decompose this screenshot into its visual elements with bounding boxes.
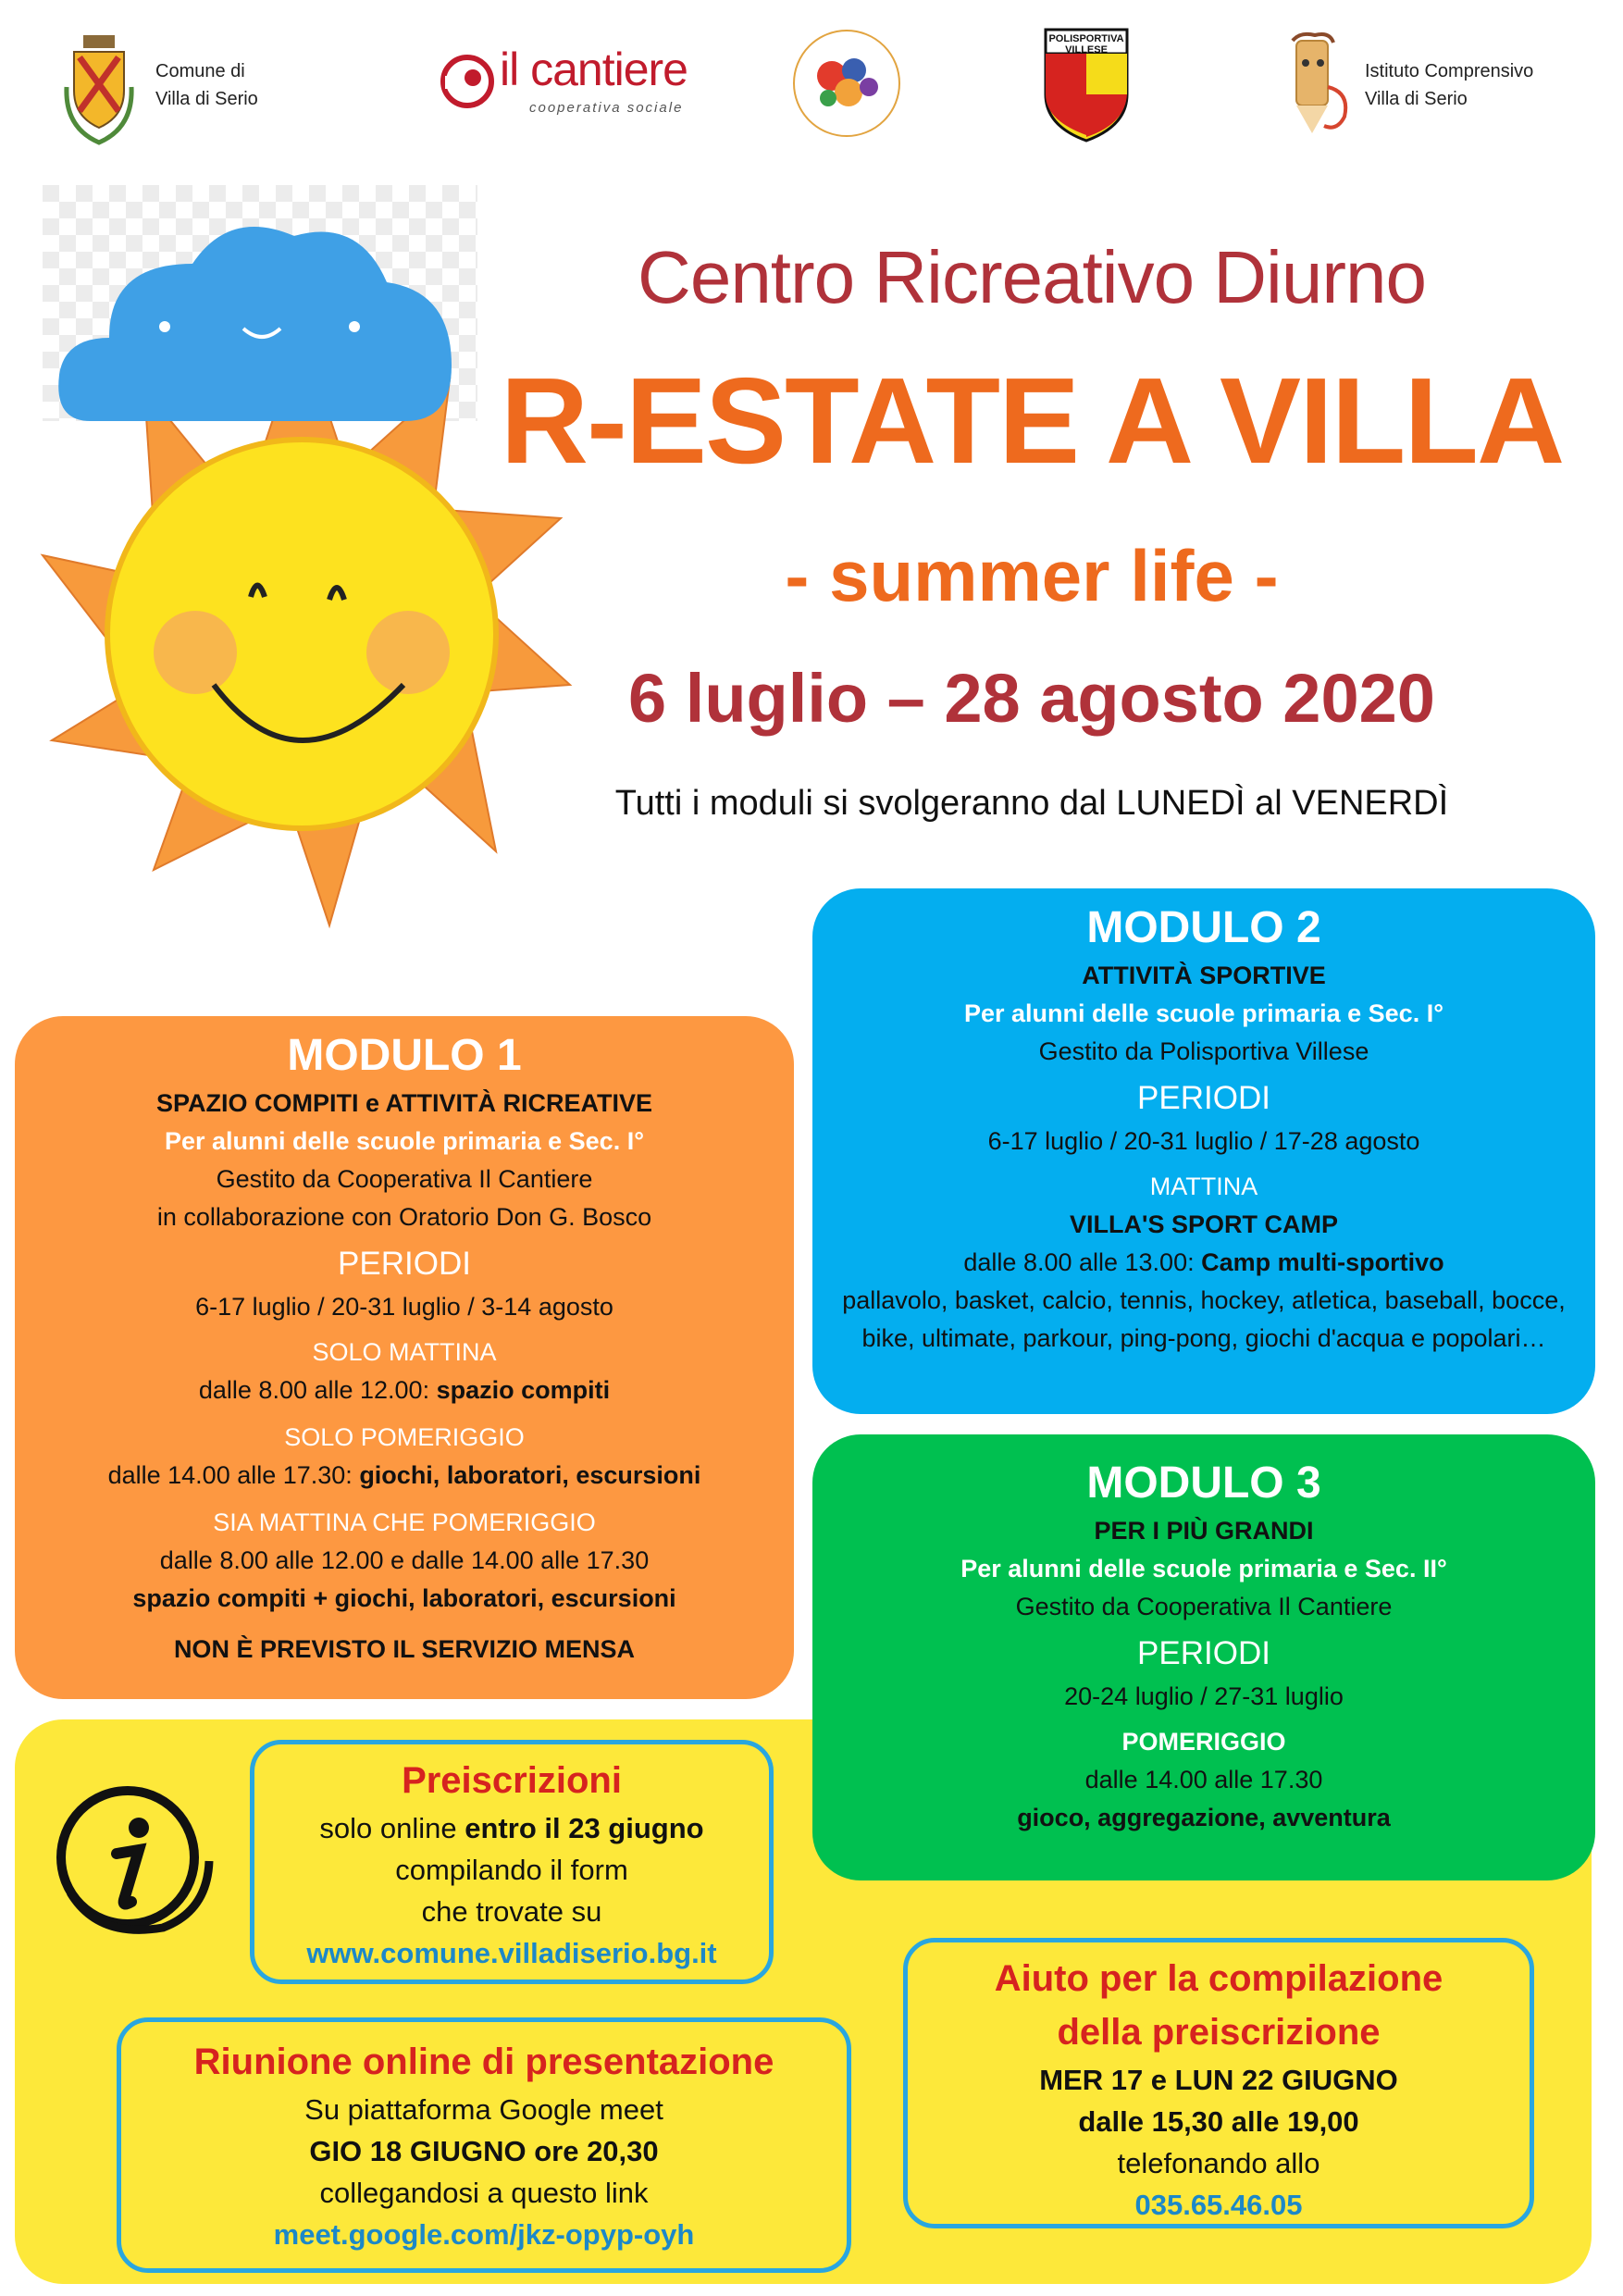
- info-logo: [43, 1772, 218, 1953]
- modulo2-mattina-label: MATTINA: [1149, 1173, 1258, 1200]
- title-subtitle: Tutti i moduli si svolgeranno dal LUNEDÌ al VENERDÌ: [614, 784, 1449, 823]
- modulo1-subtitle: SPAZIO COMPITI e ATTIVITÀ RICREATIVE: [155, 1089, 653, 1117]
- riunione-line3: collegandosi a questo link: [319, 2177, 649, 2209]
- modulo3-periodi-label: PERIODI: [1137, 1635, 1270, 1671]
- aiuto-line2: dalle 15,30 alle 19,00: [1078, 2105, 1359, 2138]
- cloud-illustration: [54, 199, 461, 444]
- title-line1: Centro Ricreativo Diurno: [638, 236, 1426, 318]
- modulo1-mattina-line: [15, 1371, 794, 1409]
- cantiere-sub: cooperativa sociale: [529, 100, 684, 116]
- modulo2-managed: Gestito da Polisportiva Villese: [1038, 1037, 1369, 1065]
- oratorio-logo-icon: [791, 28, 902, 139]
- modulo3-pomeriggio-label: POMERIGGIO: [1121, 1728, 1286, 1756]
- modulo1-mattina-time: dalle 8.00 alle 12.00:: [198, 1376, 437, 1404]
- modulo3-pomeriggio-time: dalle 14.00 alle 17.30: [1084, 1766, 1323, 1793]
- riunione-card: [117, 2017, 851, 2273]
- modulo3-periodi: 20-24 luglio / 27-31 luglio: [1064, 1682, 1344, 1710]
- aiuto-line1: MER 17 e LUN 22 GIUGNO: [1039, 2064, 1398, 2096]
- modulo1-target: Per alunni delle scuole primaria e Sec. I°: [164, 1127, 644, 1155]
- title-line2: R-ESTATE A VILLA: [500, 353, 1564, 489]
- modulo1-periodi-label: PERIODI: [338, 1246, 471, 1282]
- cantiere-logo: [440, 44, 495, 123]
- modulo3-managed: Gestito da Cooperativa Il Cantiere: [1015, 1593, 1393, 1620]
- riunione-link[interactable]: meet.google.com/jkz-opyp-oyh: [273, 2218, 695, 2251]
- riunione-line2: GIO 18 GIUGNO ore 20,30: [309, 2135, 659, 2167]
- preiscrizioni-title: Preiscrizioni: [402, 1760, 622, 1801]
- modulo2-camp-name: VILLA'S SPORT CAMP: [1070, 1210, 1338, 1238]
- comune-label: Comune di Villa di Serio: [155, 61, 258, 109]
- aiuto-title1: Aiuto per la compilazione: [994, 1958, 1443, 1999]
- modulo3-pomeriggio-act: gioco, aggregazione, avventura: [1017, 1804, 1391, 1831]
- polisportiva-label: POLISPORTIVA VILLESE: [1048, 33, 1124, 56]
- modulo3-target: Per alunni delle scuole primaria e Sec. II°: [960, 1555, 1447, 1582]
- cloud-icon: [54, 199, 461, 440]
- aiuto-line3: telefonando allo: [1117, 2147, 1320, 2179]
- modulo2-subtitle: ATTIVITÀ SPORTIVE: [1082, 962, 1326, 989]
- modulo2-title: MODULO 2: [1086, 903, 1321, 952]
- modulo1-box: [15, 1016, 794, 1699]
- aiuto-card: [903, 1938, 1534, 2228]
- modulo1-collab: in collaborazione con Oratorio Don G. Bosco: [156, 1203, 652, 1231]
- aiuto-phone[interactable]: 035.65.46.05: [1134, 2189, 1303, 2221]
- comune-shield-icon: [63, 31, 135, 150]
- info-icon: [43, 1772, 218, 1948]
- modulo2-periodi-label: PERIODI: [1137, 1080, 1270, 1116]
- title-line3: - summer life -: [785, 535, 1279, 616]
- istituto-logo: [1272, 31, 1357, 147]
- modulo2-camp-line: [812, 1244, 1595, 1282]
- oratorio-logo: [791, 28, 902, 143]
- modulo2-periodi: 6-17 luglio / 20-31 luglio / 17-28 agosto: [987, 1127, 1420, 1155]
- riunione-title: Riunione online di presentazione: [193, 2042, 774, 2082]
- modulo1-mattina-label: SOLO MATTINA: [312, 1338, 497, 1366]
- modulo1-mattina-act: spazio compiti: [436, 1376, 611, 1404]
- preiscrizioni-l1a: solo online: [319, 1812, 465, 1844]
- preiscrizioni-card: [250, 1740, 774, 1984]
- istituto-label: Istituto Comprensivo Villa di Serio: [1365, 61, 1534, 109]
- riunione-line1: Su piattaforma Google meet: [304, 2093, 663, 2126]
- title-dates: 6 luglio – 28 agosto 2020: [628, 660, 1435, 737]
- istituto-pencil-icon: [1272, 31, 1357, 143]
- preiscrizioni-line2: compilando il form: [395, 1854, 628, 1886]
- modulo1-pomeriggio-act: giochi, laboratori, escursioni: [359, 1461, 701, 1489]
- modulo3-title: MODULO 3: [1086, 1458, 1321, 1508]
- modulo3-subtitle: PER I PIÙ GRANDI: [1094, 1517, 1314, 1545]
- cantiere-name: il cantiere: [500, 43, 688, 95]
- cantiere-logo-icon: [440, 44, 495, 118]
- modulo1-entrambi-label: SIA MATTINA CHE POMERIGGIO: [213, 1508, 596, 1536]
- modulo2-box: [812, 888, 1595, 1414]
- modulo2-camp-act: Camp multi-sportivo: [1201, 1248, 1444, 1276]
- aiuto-title2: della preiscrizione: [1057, 2012, 1381, 2053]
- preiscrizioni-line1: [254, 1807, 769, 1849]
- modulo1-pomeriggio-label: SOLO POMERIGGIO: [284, 1423, 525, 1451]
- modulo1-mensa: NON È PREVISTO IL SERVIZIO MENSA: [173, 1635, 636, 1663]
- modulo1-pomeriggio-line: [15, 1457, 794, 1495]
- modulo1-entrambi-time: dalle 8.00 alle 12.00 e dalle 14.00 alle 17.30: [159, 1546, 650, 1574]
- modulo3-box: [812, 1434, 1595, 1880]
- comune-logo: [63, 31, 135, 155]
- preiscrizioni-link[interactable]: www.comune.villadiserio.bg.it: [306, 1937, 717, 1969]
- modulo2-target: Per alunni delle scuole primaria e Sec. I°: [963, 999, 1443, 1027]
- modulo2-camp-time: dalle 8.00 alle 13.00:: [963, 1248, 1202, 1276]
- modulo1-title: MODULO 1: [287, 1031, 522, 1080]
- preiscrizioni-l1b: entro il 23 giugno: [465, 1812, 704, 1844]
- preiscrizioni-line3: che trovate su: [421, 1895, 602, 1928]
- modulo1-entrambi-act: spazio compiti + giochi, laboratori, escursioni: [132, 1584, 676, 1612]
- modulo1-pomeriggio-time: dalle 14.00 alle 17.30:: [107, 1461, 360, 1489]
- modulo2-sports: pallavolo, basket, calcio, tennis, hockey, atletica, baseball, bocce, bike, ultimate, parkour, ping-pong, giochi d'acqua e popolari…: [842, 1286, 1566, 1352]
- modulo1-periodi: 6-17 luglio / 20-31 luglio / 3-14 agosto: [195, 1293, 613, 1321]
- modulo1-managed: Gestito da Cooperativa Il Cantiere: [216, 1165, 593, 1193]
